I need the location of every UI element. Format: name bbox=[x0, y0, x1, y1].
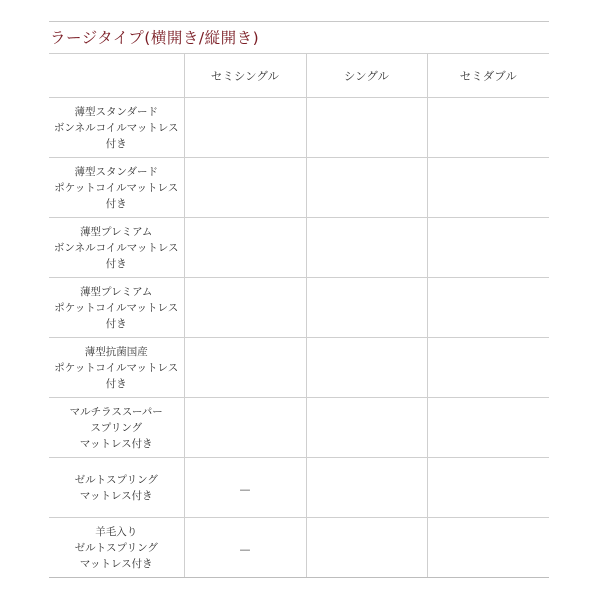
table-row bbox=[49, 98, 549, 158]
row-label-line: ポケットコイルマットレス bbox=[54, 181, 179, 194]
table-cell bbox=[184, 98, 306, 158]
row-label-line: 付き bbox=[105, 257, 127, 270]
row-label-line: 付き bbox=[105, 197, 127, 210]
column-header-semi-double: セミダブル bbox=[427, 54, 549, 98]
table-cell bbox=[306, 218, 427, 278]
table-header-row bbox=[49, 54, 549, 98]
section-title: ラージタイプ(横開き/縦開き) bbox=[50, 29, 260, 47]
row-label-line: ボンネルコイルマットレス bbox=[53, 241, 179, 254]
table-cell bbox=[306, 518, 427, 578]
table-cell bbox=[184, 338, 306, 398]
table-cell bbox=[306, 98, 427, 158]
cell-value: — bbox=[239, 483, 251, 496]
table-row bbox=[49, 158, 549, 218]
row-label bbox=[49, 98, 184, 158]
row-label-line: ゼルトスプリング bbox=[74, 541, 158, 554]
row-label-line: 薄型スタンダード bbox=[74, 165, 159, 178]
table-corner-cell bbox=[49, 54, 184, 98]
cell-value: — bbox=[239, 543, 251, 556]
table-row bbox=[49, 278, 549, 338]
table-row bbox=[49, 338, 549, 398]
table-cell bbox=[306, 338, 427, 398]
row-label-line: 付き bbox=[105, 317, 127, 330]
top-divider bbox=[49, 21, 549, 22]
table-cell bbox=[427, 158, 549, 218]
table-cell bbox=[184, 518, 306, 578]
table-row bbox=[49, 218, 549, 278]
table-body bbox=[49, 98, 549, 578]
table-cell bbox=[306, 158, 427, 218]
row-label-line: マットレス付き bbox=[79, 489, 153, 502]
row-label bbox=[49, 278, 184, 338]
row-label-line: 付き bbox=[105, 137, 127, 150]
table-cell bbox=[427, 398, 549, 458]
table-row bbox=[49, 518, 549, 578]
column-header-semi-single: セミシングル bbox=[184, 54, 306, 98]
table-row bbox=[49, 458, 549, 518]
row-label-line: 羊毛入り bbox=[95, 525, 138, 538]
row-label-line: マットレス付き bbox=[79, 437, 153, 450]
row-label bbox=[49, 218, 184, 278]
table-cell bbox=[184, 458, 306, 518]
row-label-line: ボンネルコイルマットレス bbox=[53, 121, 179, 134]
row-label-line: 薄型プレミアム bbox=[80, 285, 153, 298]
row-label-line: スプリング bbox=[90, 421, 143, 434]
table-cell bbox=[427, 278, 549, 338]
table-cell bbox=[184, 398, 306, 458]
row-label-line: 薄型スタンダード bbox=[74, 105, 159, 118]
row-label-line: ポケットコイルマットレス bbox=[54, 301, 179, 314]
table-row bbox=[49, 398, 549, 458]
row-label-line: マルチラススーパー bbox=[69, 405, 163, 418]
row-label-line: ゼルトスプリング bbox=[74, 473, 158, 486]
table-cell bbox=[427, 458, 549, 518]
table-cell bbox=[427, 218, 549, 278]
row-label-line: 薄型抗菌国産 bbox=[84, 345, 148, 358]
row-label-line: 薄型プレミアム bbox=[80, 225, 153, 238]
table-cell bbox=[306, 398, 427, 458]
table-cell bbox=[184, 278, 306, 338]
row-label bbox=[49, 458, 184, 518]
row-label-line: ポケットコイルマットレス bbox=[54, 361, 179, 374]
table-cell bbox=[427, 518, 549, 578]
table-cell bbox=[427, 98, 549, 158]
row-label bbox=[49, 518, 184, 578]
table-cell bbox=[306, 458, 427, 518]
table-cell bbox=[306, 278, 427, 338]
table-cell bbox=[184, 218, 306, 278]
row-label bbox=[49, 158, 184, 218]
size-availability-table bbox=[49, 53, 549, 578]
row-label-line: 付き bbox=[105, 377, 127, 390]
row-label-line: マットレス付き bbox=[79, 557, 153, 570]
row-label bbox=[49, 398, 184, 458]
column-header-single: シングル bbox=[306, 54, 427, 98]
table-cell bbox=[184, 158, 306, 218]
table-cell bbox=[427, 338, 549, 398]
row-label bbox=[49, 338, 184, 398]
